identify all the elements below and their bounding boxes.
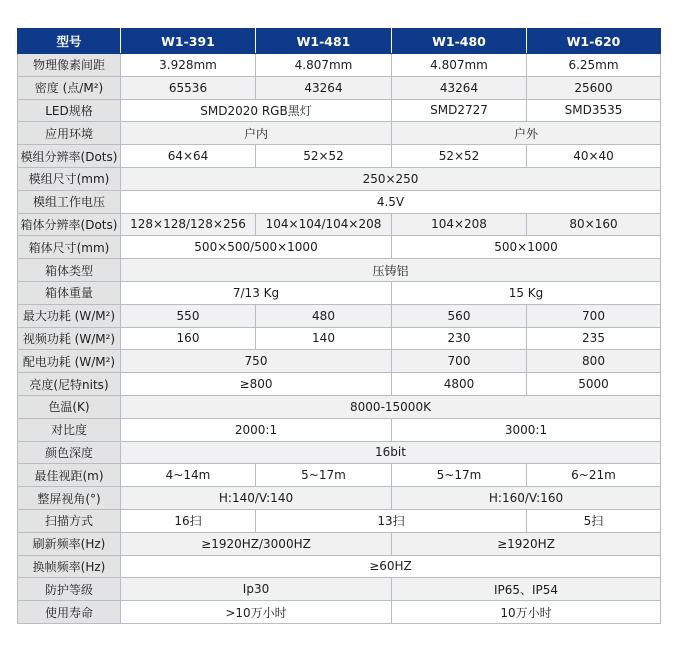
cell-w1-391: 16扫 — [121, 509, 256, 532]
row-label: 使用寿命 — [18, 601, 121, 624]
cell-w1-480: 52×52 — [392, 145, 527, 168]
cell-w1-480: 700 — [392, 350, 527, 373]
cell-w1-391: 65536 — [121, 76, 256, 99]
cell-w1-391-481: H:140/V:140 — [121, 487, 392, 510]
row-color-temp — [18, 395, 661, 418]
row-cabinet-size — [18, 236, 661, 259]
row-label: 颜色深度 — [18, 441, 121, 464]
cell-all-models: 4.5V — [121, 190, 661, 213]
row-cabinet-resolution — [18, 213, 661, 236]
cell-w1-620: 80×160 — [527, 213, 661, 236]
cell-w1-480: 230 — [392, 327, 527, 350]
cell-w1-480-620: 10万小时 — [392, 601, 661, 624]
row-label: 色温(K) — [18, 395, 121, 418]
row-label: 应用环境 — [18, 122, 121, 145]
cell-all-models: 16bit — [121, 441, 661, 464]
row-label: 模组尺寸(mm) — [18, 167, 121, 190]
cell-w1-481: 140 — [256, 327, 392, 350]
cell-w1-620: 235 — [527, 327, 661, 350]
header-w1-480: W1-480 — [392, 29, 527, 54]
row-label: 模组工作电压 — [18, 190, 121, 213]
header-w1-481: W1-481 — [256, 29, 392, 54]
row-protection — [18, 578, 661, 601]
row-color-depth — [18, 441, 661, 464]
cell-w1-391-481: 7/13 Kg — [121, 281, 392, 304]
header-model: 型号 — [18, 29, 121, 54]
cell-w1-620: 700 — [527, 304, 661, 327]
cell-w1-480-620: 500×1000 — [392, 236, 661, 259]
row-brightness — [18, 373, 661, 396]
cell-w1-480: 560 — [392, 304, 527, 327]
row-max-power — [18, 304, 661, 327]
row-distribution-power — [18, 350, 661, 373]
cell-all-models: 压铸铝 — [121, 259, 661, 282]
row-cabinet-weight — [18, 281, 661, 304]
row-module-voltage — [18, 190, 661, 213]
cell-w1-391-481: ≥1920HZ/3000HZ — [121, 532, 392, 555]
row-viewing-angle — [18, 487, 661, 510]
cell-w1-620: 25600 — [527, 76, 661, 99]
row-label: 密度 (点/M²) — [18, 76, 121, 99]
cell-all-models: ≥60HZ — [121, 555, 661, 578]
cell-w1-481: 104×104/104×208 — [256, 213, 392, 236]
row-label: 视频功耗 (W/M²) — [18, 327, 121, 350]
row-label: 模组分辨率(Dots) — [18, 145, 121, 168]
header-row — [18, 29, 661, 54]
row-label: LED规格 — [18, 99, 121, 122]
cell-w1-620: 40×40 — [527, 145, 661, 168]
cell-w1-391-481: 户内 — [121, 122, 392, 145]
cell-w1-391-481: 500×500/500×1000 — [121, 236, 392, 259]
cell-w1-481: 43264 — [256, 76, 392, 99]
row-label: 最佳视距(m) — [18, 464, 121, 487]
cell-w1-480: 43264 — [392, 76, 527, 99]
cell-w1-480: SMD2727 — [392, 99, 527, 122]
row-cabinet-type — [18, 259, 661, 282]
cell-w1-480-620: IP65、IP54 — [392, 578, 661, 601]
cell-w1-480-620: 15 Kg — [392, 281, 661, 304]
cell-w1-480: 104×208 — [392, 213, 527, 236]
row-density — [18, 76, 661, 99]
row-lifespan — [18, 601, 661, 624]
cell-w1-480-620: H:160/V:160 — [392, 487, 661, 510]
cell-w1-391: 550 — [121, 304, 256, 327]
cell-w1-391: 128×128/128×256 — [121, 213, 256, 236]
row-label: 物理像素间距 — [18, 54, 121, 77]
cell-w1-480-620: 3000:1 — [392, 418, 661, 441]
row-label: 整屏视角(°) — [18, 487, 121, 510]
cell-w1-480: 4.807mm — [392, 54, 527, 77]
cell-w1-480: 5~17m — [392, 464, 527, 487]
cell-w1-481-480: 13扫 — [256, 509, 527, 532]
row-label: 防护等级 — [18, 578, 121, 601]
cell-w1-480: 4800 — [392, 373, 527, 396]
row-video-power — [18, 327, 661, 350]
row-label: 亮度(尼特nits) — [18, 373, 121, 396]
cell-w1-391: 64×64 — [121, 145, 256, 168]
cell-w1-391-481: ≥800 — [121, 373, 392, 396]
cell-w1-481: 480 — [256, 304, 392, 327]
spec-table — [17, 28, 661, 624]
row-scan-mode — [18, 509, 661, 532]
cell-w1-620: 5000 — [527, 373, 661, 396]
cell-w1-620: 6~21m — [527, 464, 661, 487]
row-module-resolution — [18, 145, 661, 168]
cell-all-models: 250×250 — [121, 167, 661, 190]
cell-w1-391-481: Ip30 — [121, 578, 392, 601]
cell-w1-391-481: >10万小时 — [121, 601, 392, 624]
row-label: 刷新频率(Hz) — [18, 532, 121, 555]
cell-w1-620: 5扫 — [527, 509, 661, 532]
row-frame-rate — [18, 555, 661, 578]
cell-w1-480-620: ≥1920HZ — [392, 532, 661, 555]
row-label: 对比度 — [18, 418, 121, 441]
row-label: 箱体分辨率(Dots) — [18, 213, 121, 236]
row-pixel-pitch — [18, 54, 661, 77]
cell-w1-481: 52×52 — [256, 145, 392, 168]
row-label: 箱体重量 — [18, 281, 121, 304]
cell-w1-620: SMD3535 — [527, 99, 661, 122]
cell-w1-481: 4.807mm — [256, 54, 392, 77]
row-viewing-distance — [18, 464, 661, 487]
row-label: 箱体类型 — [18, 259, 121, 282]
cell-w1-480-620: 户外 — [392, 122, 661, 145]
cell-w1-391-481: SMD2020 RGB黑灯 — [121, 99, 392, 122]
row-contrast — [18, 418, 661, 441]
header-w1-391: W1-391 — [121, 29, 256, 54]
row-refresh-rate — [18, 532, 661, 555]
row-led-spec — [18, 99, 661, 122]
cell-w1-391: 4~14m — [121, 464, 256, 487]
row-module-size — [18, 167, 661, 190]
row-label: 最大功耗 (W/M²) — [18, 304, 121, 327]
row-label: 换帧频率(Hz) — [18, 555, 121, 578]
cell-w1-391-481: 750 — [121, 350, 392, 373]
row-label: 配电功耗 (W/M²) — [18, 350, 121, 373]
cell-w1-481: 5~17m — [256, 464, 392, 487]
row-label: 扫描方式 — [18, 509, 121, 532]
row-environment — [18, 122, 661, 145]
cell-w1-391-481: 2000:1 — [121, 418, 392, 441]
cell-w1-620: 6.25mm — [527, 54, 661, 77]
cell-w1-391: 160 — [121, 327, 256, 350]
header-w1-620: W1-620 — [527, 29, 661, 54]
cell-w1-620: 800 — [527, 350, 661, 373]
cell-w1-391: 3.928mm — [121, 54, 256, 77]
cell-all-models: 8000-15000K — [121, 395, 661, 418]
row-label: 箱体尺寸(mm) — [18, 236, 121, 259]
